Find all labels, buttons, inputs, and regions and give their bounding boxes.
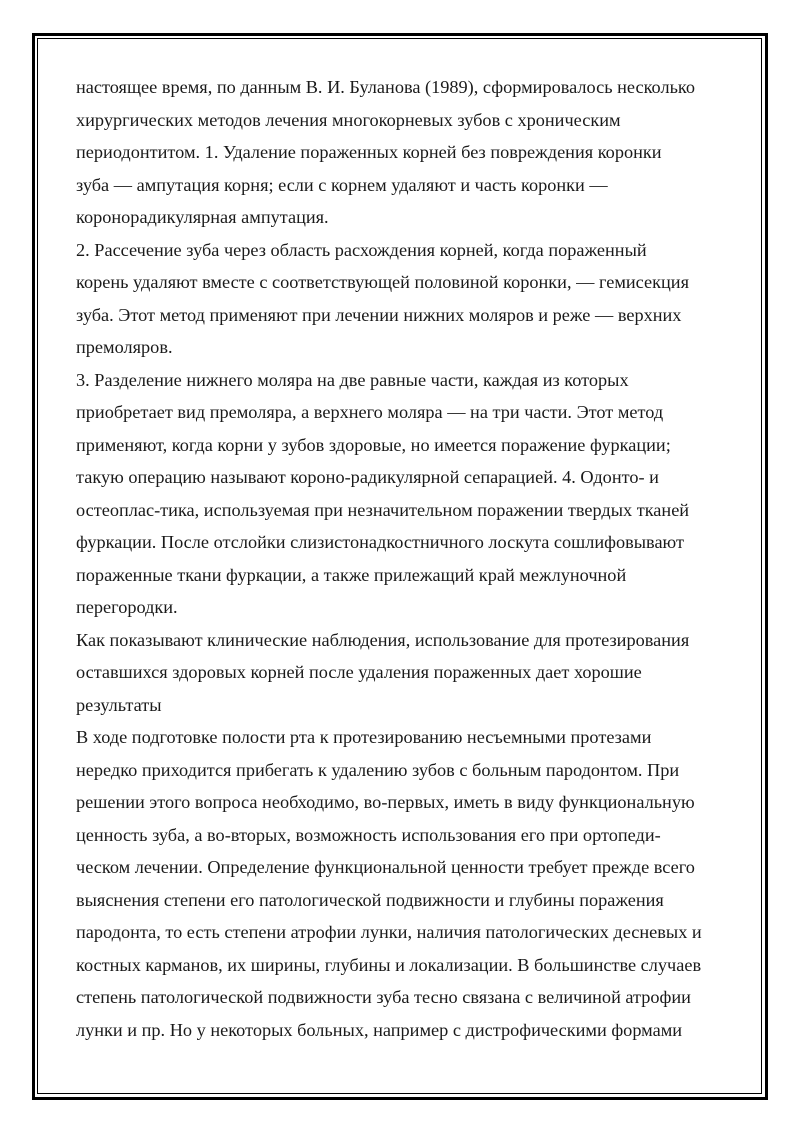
- document-body: [76, 71, 726, 1046]
- text-line: лунки и пр. Но у некоторых больных, например с дистрофическими формами: [76, 1019, 683, 1040]
- text-line: нередко приходится прибегать к удалению зубов с больным пародонтом. При: [76, 759, 680, 780]
- text-line: ческом лечении. Определение функциональной ценности требует прежде всего: [76, 857, 695, 877]
- text-line: перегородки.: [76, 597, 178, 617]
- text-line: фуркации. После отслойки слизистонадкостничного лоскута сошлифовывают: [76, 532, 684, 552]
- text-line: такую операцию называют короно-радикулярной сепарацией. 4. Одонто- и: [76, 467, 659, 487]
- text-line: приобретает вид премоляра, а верхнего моляра — на три части. Этот метод: [76, 402, 664, 422]
- text-line: остеоплас-тика, используемая при незначительном поражении твердых тканей: [76, 499, 690, 520]
- text-line: периодонтитом. 1. Удаление пораженных корней без повреждения коронки: [76, 142, 662, 162]
- text-line: Как показывают клинические наблюдения, использование для протезирования: [76, 629, 690, 650]
- text-line: результаты: [76, 694, 162, 715]
- text-line: настоящее время, по данным В. И. Буланова (1989), сформировалось несколько: [76, 77, 696, 97]
- text-line: 2. Рассечение зуба через область расхождения корней, когда пораженный: [76, 239, 647, 260]
- text-line: зуба. Этот метод применяют при лечении нижних моляров и реже — верхних: [76, 304, 682, 325]
- text-line: коронорадикулярная ампутация.: [76, 207, 329, 227]
- text-line: В ходе подготовке полости рта к протезированию несъемными протезами: [76, 727, 652, 747]
- text-line: решении этого вопроса необходимо, во-первых, иметь в виду функциональную: [76, 792, 695, 812]
- text-line: степень патологической подвижности зуба тесно связана с величиной атрофии: [76, 987, 691, 1007]
- text-line: зуба — ампутация корня; если с корнем удаляют и часть коронки —: [76, 174, 608, 195]
- text-line: выяснения степени его патологической подвижности и глубины поражения: [76, 889, 664, 910]
- text-line: оставшихся здоровых корней после удаления пораженных дает хорошие: [76, 662, 642, 682]
- text-line: хирургических методов лечения многокорневых зубов с хроническим: [76, 109, 621, 130]
- text-line: применяют, когда корни у зубов здоровые, но имеется поражение фуркации;: [76, 434, 671, 455]
- text-line: премоляров.: [76, 337, 173, 357]
- text-line: 3. Разделение нижнего моляра на две равные части, каждая из которых: [76, 369, 629, 390]
- text-line: ценность зуба, а во-вторых, возможность использования его при ортопеди-: [76, 824, 661, 845]
- text-line: пораженные ткани фуркации, а также прилежащий край межлуночной: [76, 564, 627, 585]
- text-line: корень удаляют вместе с соответствующей половиной коронки, — гемисекция: [76, 272, 689, 292]
- text-line: пародонта, то есть степени атрофии лунки, наличия патологических десневых и: [76, 922, 702, 942]
- text-line: костных карманов, их ширины, глубины и локализации. В большинстве случаев: [76, 954, 702, 975]
